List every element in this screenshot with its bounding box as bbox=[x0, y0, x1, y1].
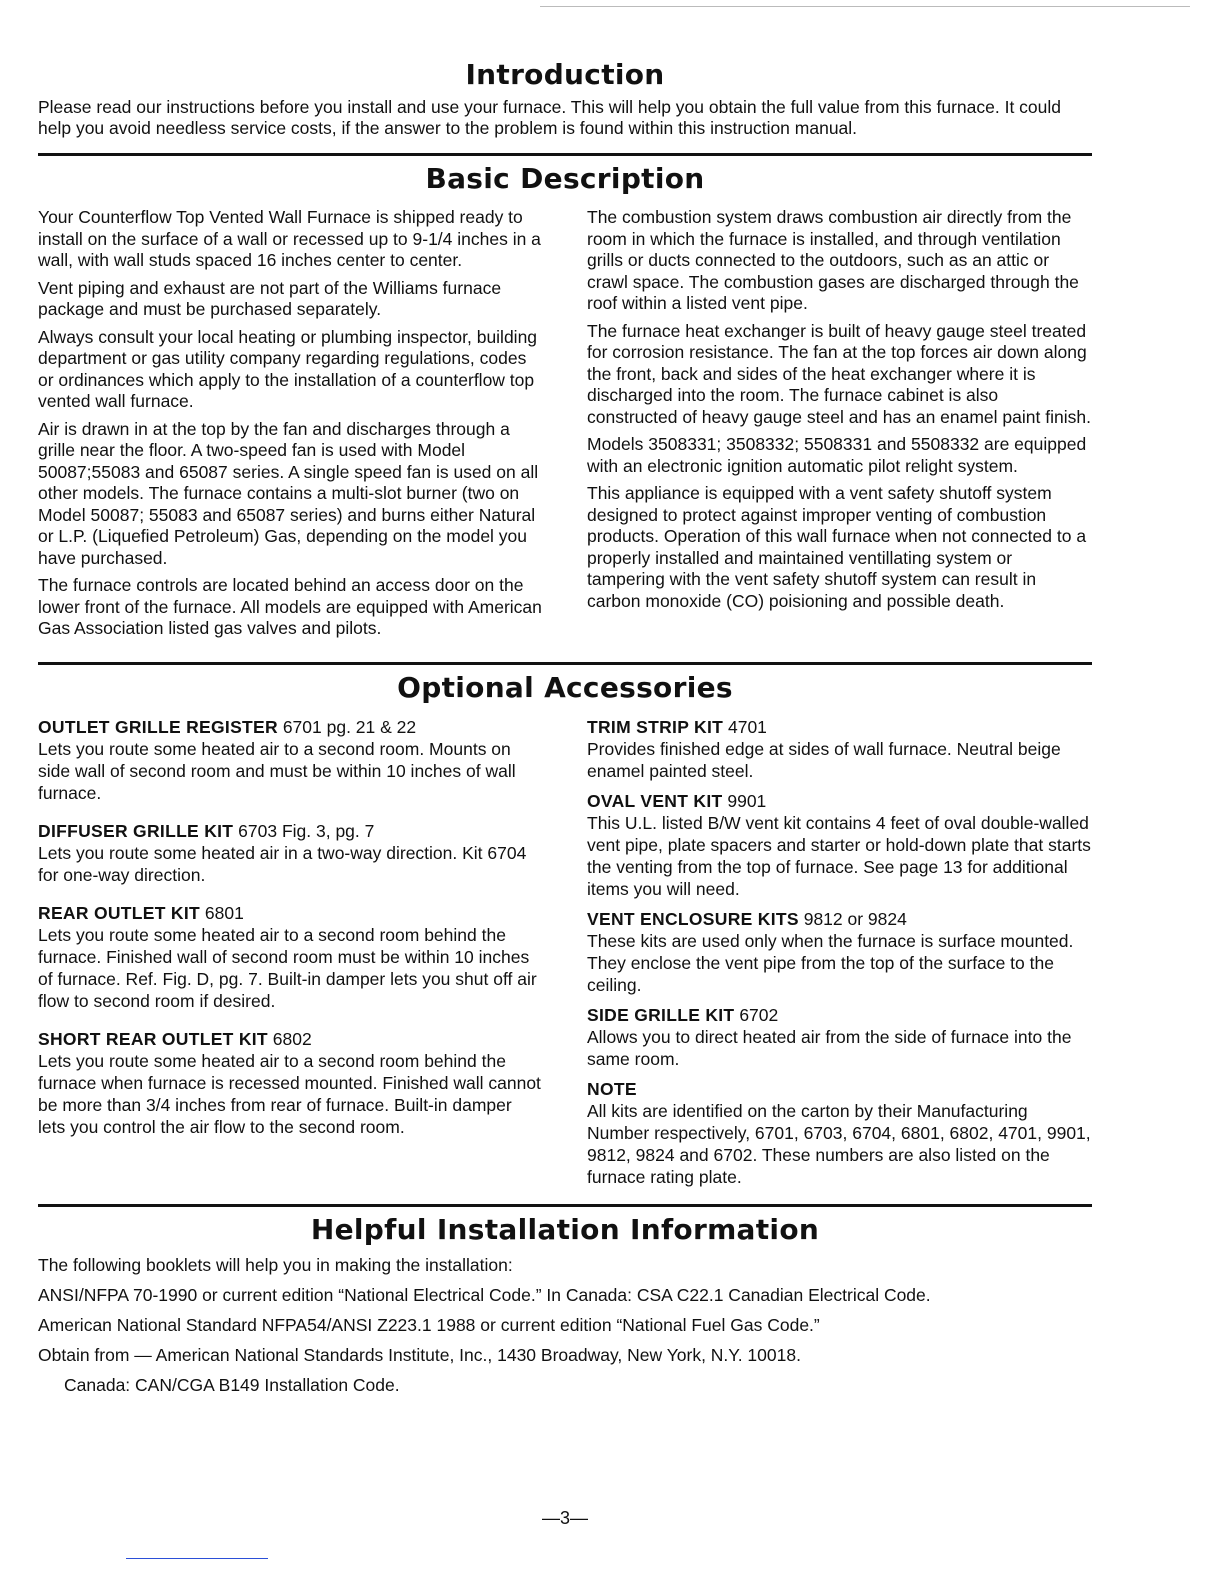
note-text: All kits are identified on the carton by their Manufacturing Number respectively, 6701, 6703, 6704, 6801, 6802, 4701, 9901, 9812, 9824 and 6702. These numbers are also listed on the furnace rating plate. bbox=[587, 1100, 1091, 1187]
accessory-desc: Lets you route some heated air to a second room. Mounts on side wall of second room and must be within 10 inches of wall furnace. bbox=[38, 738, 516, 803]
booklet-line: Canada: CAN/CGA B149 Installation Code. bbox=[64, 1374, 400, 1395]
accessory-desc: Allows you to direct heated air from the side of furnace into the same room. bbox=[587, 1026, 1072, 1069]
accessory-desc: Lets you route some heated air in a two-way direction. Kit 6704 for one-way direction. bbox=[38, 842, 527, 885]
paragraph: Models 3508331; 3508332; 5508331 and 5508332 are equipped with an electronic ignition automatic pilot relight system. bbox=[587, 434, 1087, 476]
booklet-line: ANSI/NFPA 70-1990 or current edition “National Electrical Code.” In Canada: CSA C22.1 Canadian Electrical Code. bbox=[38, 1284, 931, 1305]
accessory-ref: 4701 bbox=[727, 716, 767, 737]
helpful-installation-heading: Helpful Installation Information bbox=[310, 1212, 820, 1246]
paragraph: The furnace controls are located behind an access door on the lower front of the furnace. All models are equipped with American Gas Association listed gas valves and pilots. bbox=[38, 575, 542, 638]
paragraph: The combustion system draws combustion air directly from the room in which the furnace is installed, and through ventilation grills or ducts connected to the outdoors, such as an attic or crawl space. The combustion gases are discharged through the roof within a listed vent pipe. bbox=[587, 207, 1079, 313]
accessory-item bbox=[38, 902, 543, 1012]
accessory-ref: 6702 bbox=[739, 1004, 779, 1025]
accessories-right-column bbox=[587, 716, 1092, 1196]
document-page bbox=[38, 58, 1092, 1396]
booklet-line: American National Standard NFPA54/ANSI Z223.1 1988 or current edition “National Fuel Gas Code.” bbox=[38, 1314, 820, 1335]
introduction-section bbox=[38, 58, 1092, 139]
accessory-item bbox=[587, 716, 1092, 782]
helpful-installation-section bbox=[38, 1213, 1092, 1396]
section-divider bbox=[38, 153, 1092, 156]
accessory-item bbox=[587, 908, 1092, 996]
accessory-ref: 6703 Fig. 3, pg. 7 bbox=[238, 820, 375, 841]
basic-description-left-column bbox=[38, 207, 543, 646]
accessory-ref: 9901 bbox=[727, 790, 767, 811]
paragraph: Always consult your local heating or plumbing inspector, building department or gas utility company regarding regulations, codes or ordinances which apply to the installation of a counterflow top vented wall furnace. bbox=[38, 326, 538, 411]
accessory-name: OUTLET GRILLE REGISTER bbox=[38, 716, 278, 737]
top-edge-line bbox=[540, 6, 1190, 7]
accessory-ref: 6801 bbox=[204, 902, 244, 923]
accessory-name: SHORT REAR OUTLET KIT bbox=[38, 1028, 268, 1049]
introduction-text: Please read our instructions before you install and use your furnace. This will help you obtain the full value from this furnace. It could help you avoid needless service costs, if the answer to the problem is found within this instruction manual. bbox=[38, 97, 1062, 138]
accessory-desc: Provides finished edge at sides of wall furnace. Neutral beige enamel painted steel. bbox=[587, 738, 1061, 781]
paragraph: This appliance is equipped with a vent safety shutoff system designed to protect against improper venting of combustion products. Operation of this wall furnace when not connected to a properly installed and maintained ventillating system or tampering with the vent safety shutoff system can result in carbon monoxide (CO) poisioning and possible death. bbox=[587, 483, 1087, 611]
basic-description-section bbox=[38, 162, 1092, 646]
accessory-ref: 6802 bbox=[272, 1028, 312, 1049]
note-item bbox=[587, 1078, 1092, 1188]
accessory-ref: 6701 pg. 21 & 22 bbox=[282, 716, 417, 737]
bottom-edge-line bbox=[126, 1558, 268, 1559]
booklet-line: The following booklets will help you in making the installation: bbox=[38, 1254, 513, 1275]
accessory-item bbox=[587, 1004, 1092, 1070]
accessory-desc: Lets you route some heated air to a second room behind the furnace when furnace is recessed mounted. Finished wall cannot be more than 3/4 inches from rear of furnace. Built-in damper lets you control the air flow to the second room. bbox=[38, 1050, 541, 1137]
page-number: —3— bbox=[541, 1508, 588, 1528]
section-divider bbox=[38, 1204, 1092, 1207]
accessory-desc: Lets you route some heated air to a second room behind the furnace. Finished wall of second room must be within 10 inches of furnace. Ref. Fig. D, pg. 7. Built-in damper lets you shut off air flow to second room if desired. bbox=[38, 924, 537, 1011]
accessory-name: SIDE GRILLE KIT bbox=[587, 1004, 735, 1025]
note-label: NOTE bbox=[587, 1078, 637, 1099]
accessory-item bbox=[587, 790, 1092, 900]
paragraph: Your Counterflow Top Vented Wall Furnace is shipped ready to install on the surface of a wall or recessed up to 9-1/4 inches in a wall, with wall studs spaced 16 inches center to center. bbox=[38, 207, 541, 270]
booklet-line: Obtain from — American National Standards Institute, Inc., 1430 Broadway, New York, N.Y. 10018. bbox=[38, 1344, 801, 1365]
accessory-desc: These kits are used only when the furnace is surface mounted. They enclose the vent pipe from the top of the surface to the ceiling. bbox=[587, 930, 1074, 995]
paragraph: Vent piping and exhaust are not part of the Williams furnace package and must be purchased separately. bbox=[38, 277, 502, 319]
accessory-item bbox=[38, 1028, 543, 1138]
optional-accessories-section bbox=[38, 671, 1092, 1196]
optional-accessories-heading: Optional Accessories bbox=[397, 670, 733, 704]
basic-description-heading: Basic Description bbox=[425, 162, 705, 195]
accessory-name: VENT ENCLOSURE KITS bbox=[587, 908, 799, 929]
accessory-name: OVAL VENT KIT bbox=[587, 790, 723, 811]
section-divider bbox=[38, 662, 1092, 665]
paragraph: Air is drawn in at the top by the fan and discharges through a grille near the floor. A two-speed fan is used with Model 50087;55083 and 65087 series. A single speed fan is used on all other models. The furnace contains a multi-slot burner (two on Model 50087; 55083 and 65087 series) and burns either Natural or L.P. (Liquefied Petroleum) Gas, depending on the model you have purchased. bbox=[38, 418, 539, 568]
accessory-desc: This U.L. listed B/W vent kit contains 4 feet of oval double-walled vent pipe, plate spacers and starter or hold-down plate that starts the venting from the top of furnace. See page 13 for additional items you will need. bbox=[587, 812, 1091, 899]
accessories-left-column bbox=[38, 716, 543, 1196]
accessory-item bbox=[38, 820, 543, 886]
paragraph: The furnace heat exchanger is built of heavy gauge steel treated for corrosion resistance. The fan at the top forces air down along the front, back and sides of the heat exchanger where it is discharged into the room. The furnace cabinet is also constructed of heavy gauge steel and has an enamel paint finish. bbox=[587, 320, 1091, 427]
accessory-name: TRIM STRIP KIT bbox=[587, 716, 724, 737]
accessory-name: DIFFUSER GRILLE KIT bbox=[38, 820, 234, 841]
accessory-name: REAR OUTLET KIT bbox=[38, 902, 200, 923]
accessory-ref: 9812 or 9824 bbox=[803, 908, 907, 929]
introduction-heading: Introduction bbox=[465, 58, 665, 91]
basic-description-right-column bbox=[587, 207, 1092, 646]
accessory-item bbox=[38, 716, 543, 804]
